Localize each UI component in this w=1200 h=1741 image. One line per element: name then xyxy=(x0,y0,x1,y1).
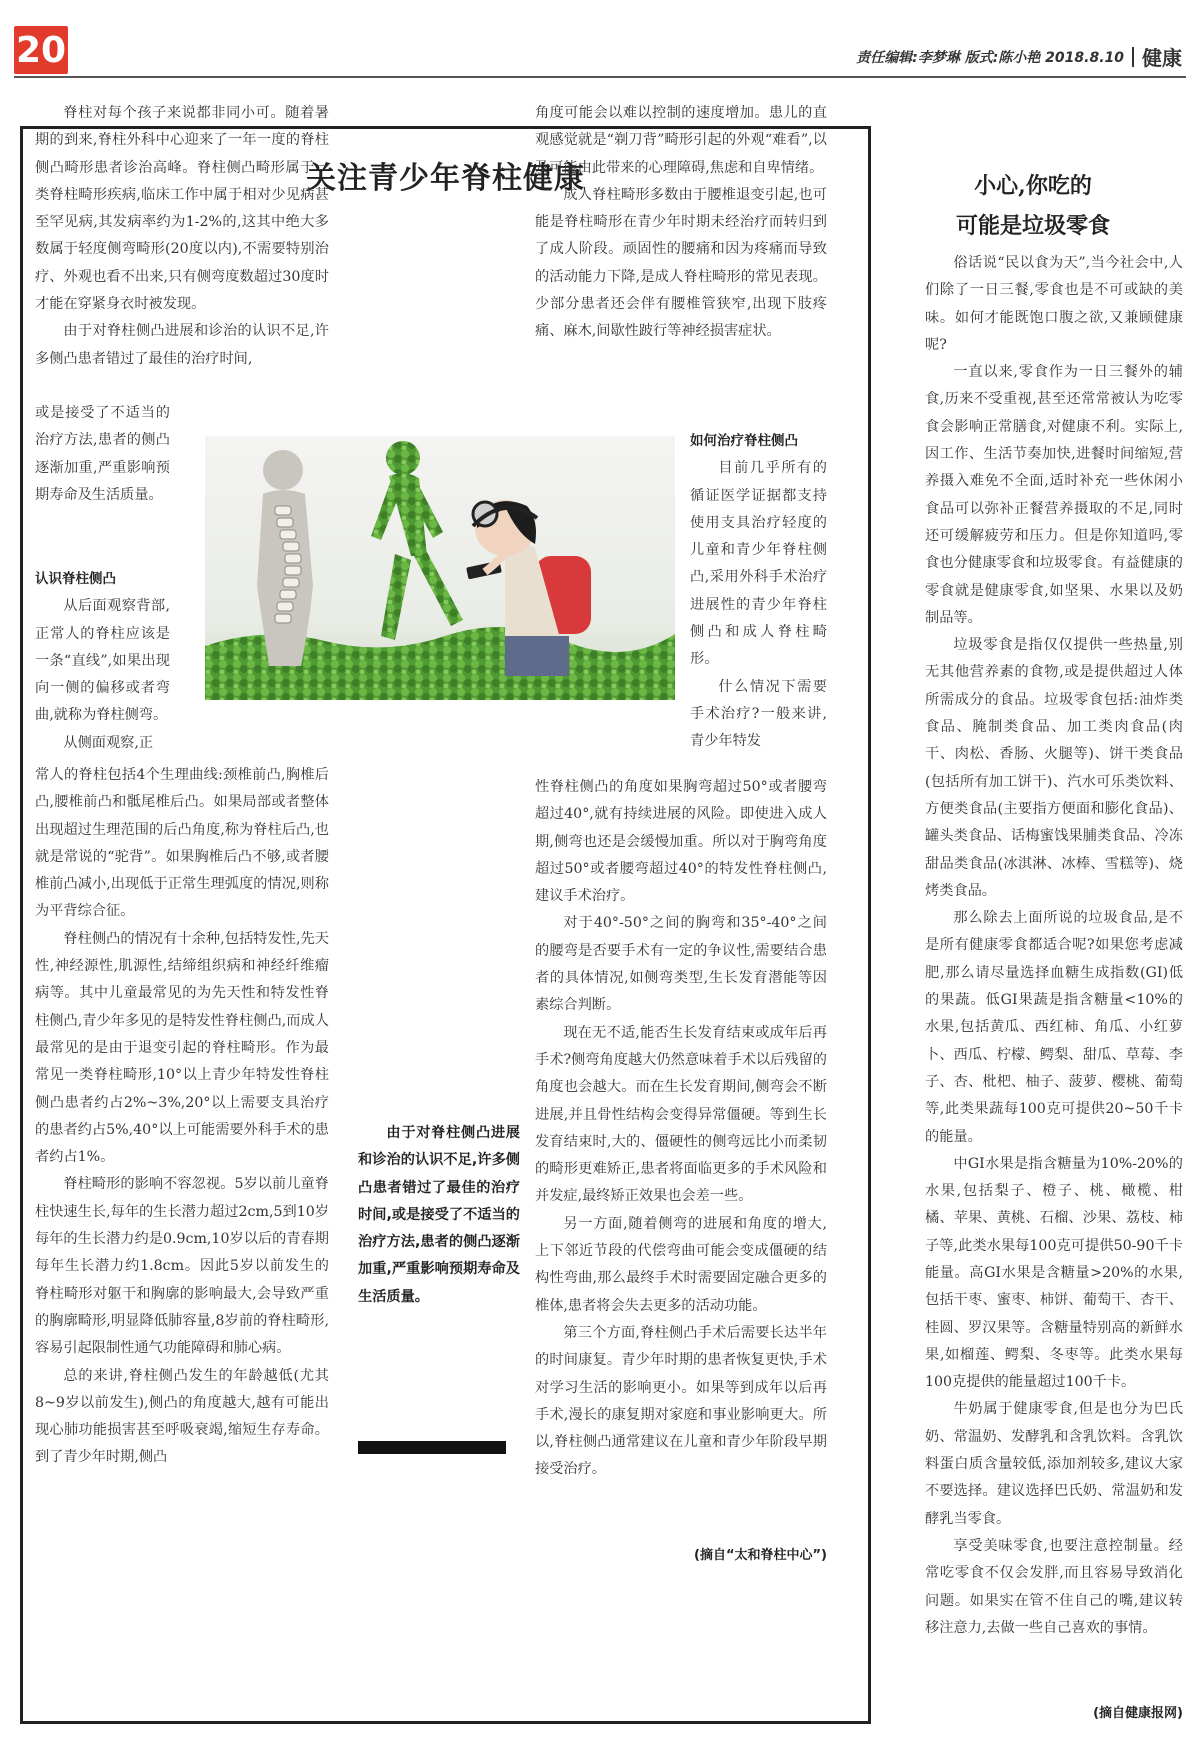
paragraph: 俗话说“民以食为天”,当今社会中,人们除了一日三餐,零食也是不可或缺的美味。如何才能既饱口腹之欲,又兼顾健康呢? xyxy=(925,255,1183,353)
section-heading: 如何治疗脊柱侧凸 xyxy=(690,433,798,449)
header-separator xyxy=(1132,47,1134,67)
spine-illustration xyxy=(205,436,675,700)
paragraph: 性脊柱侧凸的角度如果胸弯超过50°或者腰弯超过40°,就有持续进展的风险。即使进入成人期,侧弯也还是会缓慢加重。所以对于胸弯角度超过50°或者腰弯超过40°的特发性脊柱侧凸,建议手术治疗。 xyxy=(535,779,827,905)
paragraph: 对于40°-50°之间的胸弯和35°-40°之间的腰弯是否要手术有一定的争议性,需要结合患者的具体情况,如侧弯类型,生长发育潜能等因素综合判断。 xyxy=(535,915,827,1014)
paragraph: 中GI水果是指含糖量为10%-20%的水果,包括梨子、橙子、桃、橄榄、柑橘、苹果、黄桃、石榴、沙果、荔枝、柿子等,此类水果每100克可提供50-90千卡能量。高GI水果是含糖量>20%的水果,包括干枣、蜜枣、柿饼、葡萄干、杏干、桂圆、罗汉果等。含糖量特别高的新鲜水果,如榴莲、鳄梨、冬枣等。此类水果每100克提供的能量超过100千卡。 xyxy=(925,1155,1183,1391)
paragraph: 脊柱畸形的影响不容忽视。5岁以前儿童脊柱快速生长,每年的生长潜力超过2cm,5到10岁每年的生长潜力约是0.9cm,10岁以后的青春期每年生长潜力约1.8cm。因此5岁以前发生的脊柱畸形对躯干和胸廓的影响最大,会导致严重的胸廓畸形,明显降低肺容量,8岁前的脊柱畸形,容易引起限制性通气功能障碍和肺心病。 xyxy=(35,1176,329,1357)
paragraph: 成人脊柱畸形多数由于腰椎退变引起,也可能是脊柱畸形在青少年时期未经治疗而转归到了成人阶段。顽固性的腰痛和因为疼痛而导致的活动能力下降,是成人脊柱畸形的常见表现。少部分患者还会伴有腰椎管狭窄,出现下肢疼痛、麻木,间歇性跛行等神经损害症状。 xyxy=(535,186,827,340)
main-col2-top xyxy=(535,100,827,346)
paragraph: 脊柱侧凸的情况有十余种,包括特发性,先天性,神经源性,肌源性,结缔组织病和神经纤维瘤病等。其中儿童最常见的为先天性和特发性脊柱侧凸,青少年多见的是特发性脊柱侧凸,而成人最常见的是由于退变引起的脊柱畸形。作为最常见一类脊柱畸形,10°以上青少年特发性脊柱侧凸患者约占2%~3%,20°以上需要支具治疗的患者约占5%,40°以上可能需要外科手术的患者约占1%。 xyxy=(35,930,329,1166)
side-article-title xyxy=(913,166,1153,246)
header-info xyxy=(856,42,1182,71)
section-name: 健康 xyxy=(1142,46,1182,70)
paragraph: 牛奶属于健康零食,但是也分为巴氏奶、常温奶、发酵乳和含乳饮料。含乳饮料蛋白质含量较低,添加剂较多,建议大家不要选择。建议选择巴氏奶、常温奶和发酵乳当零食。 xyxy=(925,1401,1183,1527)
paragraph: 第三个方面,脊柱侧凸手术后需要长达半年的时间康复。青少年时期的患者恢复更快,手术对学习生活的影响更小。如果等到成年以后再手术,漫长的康复期对家庭和事业影响更大。所以,脊柱侧凸通常建议在儿童和青少年阶段早期接受治疗。 xyxy=(535,1324,827,1478)
page-number: 20 xyxy=(14,26,68,74)
side-title-line-1: 小心,你吃的 xyxy=(974,173,1092,199)
main-article-title: 关注青少年脊柱健康 xyxy=(306,161,585,196)
paragraph: 一直以来,零食作为一日三餐外的辅食,历来不受重视,甚至还常常被认为吃零食会影响正常膳食,对健康不利。实际上,因工作、生活节奏加快,进餐时间缩短,营养摄入难免不全面,适时补充一些休闲小食品可以弥补正餐营养摄取的不足,同时还可缓解疲劳和压力。但是你知道吗,零食也分健康零食和垃圾零食。有益健康的零食就是健康零食,如坚果、水果以及奶制品等。 xyxy=(925,364,1183,626)
side-title-line-2: 可能是垃圾零食 xyxy=(955,213,1110,239)
section-heading: 认识脊柱侧凸 xyxy=(35,571,116,587)
paragraph: 享受美味零食,也要注意控制量。经常吃零食不仅会发胖,而且容易导致消化问题。如果实在管不住自己的嘴,建议转移注意力,去做一些自己喜欢的事情。 xyxy=(925,1537,1183,1636)
side-article-body xyxy=(925,250,1183,1642)
main-col1-wrap xyxy=(35,400,170,509)
paragraph: 现在无不适,能否生长发育结束或成年后再手术?侧弯角度越大仍然意味着手术以后残留的角度也会越大。而在生长发育期间,侧弯会不断进展,并且骨性结构会变得异常僵硬。等到生长发育结束时,大的、僵硬性的侧弯远比小而柔韧的畸形更难矫正,患者将面临更多的手术风险和并发症,最终矫正效果也会差一些。 xyxy=(535,1024,827,1205)
paragraph: 从后面观察背部,正常人的脊柱应该是一条“直线”,如果出现向一侧的偏移或者弯曲,就称为脊柱侧弯。 xyxy=(35,598,170,724)
pull-quote-bar xyxy=(358,1441,506,1454)
paragraph: 从侧面观察,正 xyxy=(63,734,154,751)
main-article-source: (摘自“太和脊柱中心”) xyxy=(694,1548,827,1563)
paragraph: 或是接受了不适当的治疗方法,患者的侧凸逐渐加重,严重影响预期寿命及生活质量。 xyxy=(35,405,170,503)
paragraph: 什么情况下需要手术治疗?一般来讲,青少年特发 xyxy=(690,678,827,750)
main-col2-bottom xyxy=(535,774,827,1484)
main-col1-top xyxy=(35,100,329,373)
paragraph: 由于对脊柱侧凸进展和诊治的认识不足,许多侧凸患者错过了最佳的治疗时间, xyxy=(35,323,329,367)
header-rule xyxy=(14,76,1186,78)
editor-info: 责任编辑:李梦琳 版式:陈小艳 2018.8.10 xyxy=(856,49,1124,66)
paragraph: 角度可能会以难以控制的速度增加。患儿的直观感觉就是“剃刀背”畸形引起的外观“难看”,以及可能由此带来的心理障碍,焦虑和自卑情绪。 xyxy=(535,105,827,176)
side-article-source: (摘自健康报网) xyxy=(1093,1706,1183,1721)
paragraph: 常人的脊柱包括4个生理曲线:颈椎前凸,胸椎后凸,腰椎前凸和骶尾椎后凸。如果局部或者整体出现超过生理范围的后凸角度,称为脊柱后凸,也就是常说的“驼背”。如果胸椎后凸不够,或者腰椎前凸减小,出现低于正常生理弧度的情况,则称为平背综合征。 xyxy=(35,767,329,920)
paragraph: 那么除去上面所说的垃圾食品,是不是所有健康零食都适合呢?如果您考虑减肥,那么请尽量选择血糖生成指数(GI)低的果蔬。低GI果蔬是指含糖量<10%的水果,包括黄瓜、西红柿、角瓜、小红萝卜、西瓜、柠檬、鳄梨、甜瓜、草莓、李子、杏、枇杷、柚子、菠萝、樱桃、葡萄等,此类果蔬每100克可提供20~50千卡的能量。 xyxy=(925,910,1183,1145)
paragraph: 总的来讲,脊柱侧凸发生的年龄越低(尤其8~9岁以前发生),侧凸的角度越大,越有可能出现心肺功能损害甚至呼吸衰竭,缩短生存寿命。到了青少年时期,侧凸 xyxy=(35,1367,329,1466)
pull-quote: 由于对脊柱侧凸进展和诊治的认识不足,许多侧凸患者错过了最佳的治疗时间,或是接受了不适当的治疗方法,患者的侧凸逐渐加重,严重影响预期寿命及生活质量。 xyxy=(358,1125,520,1305)
main-col1-bottom xyxy=(35,762,329,1472)
green-walking-figure xyxy=(371,441,463,640)
main-col2-section xyxy=(690,428,827,756)
paragraph: 目前几乎所有的循证医学证据都支持使用支具治疗轻度的儿童和青少年脊柱侧凸,采用外科手术治疗进展性的青少年脊柱侧凸和成人脊柱畸形。 xyxy=(690,460,827,668)
paragraph: 另一方面,随着侧弯的进展和角度的增大,上下邻近节段的代偿弯曲可能会变成僵硬的结构性弯曲,那么最终手术时需要固定融合更多的椎体,患者将会失去更多的活动功能。 xyxy=(535,1215,827,1314)
spine-illustration-graphic xyxy=(205,436,675,700)
paragraph: 脊柱对每个孩子来说都非同小可。随着暑期的到来,脊柱外科中心迎来了一年一度的脊柱侧凸畸形患者诊治高峰。脊柱侧凸畸形属于一类脊柱畸形疾病,临床工作中属于相对少见病甚至罕见病,其发病率约为1-2%的,这其中绝大多数属于轻度侧弯畸形(20度以内),不需要特别治疗、外观也看不出来,只有侧弯度数超过30度时才能在穿紧身衣时被发现。 xyxy=(35,105,329,313)
main-col1-section xyxy=(35,566,170,757)
paragraph: 垃圾零食是指仅仅提供一些热量,别无其他营养素的食物,或是提供超过人体所需成分的食品。垃圾零食包括:油炸类食品、腌制类食品、加工类肉食品(肉干、肉松、香肠、火腿等)、饼干类食品(包括所有加工饼干)、汽水可乐类饮料、方便类食品(主要指方便面和膨化食品)、罐头类食品、话梅蜜饯果脯类食品、冷冻甜品类食品(冰淇淋、冰棒、雪糕等)、烧烤类食品。 xyxy=(925,637,1183,899)
